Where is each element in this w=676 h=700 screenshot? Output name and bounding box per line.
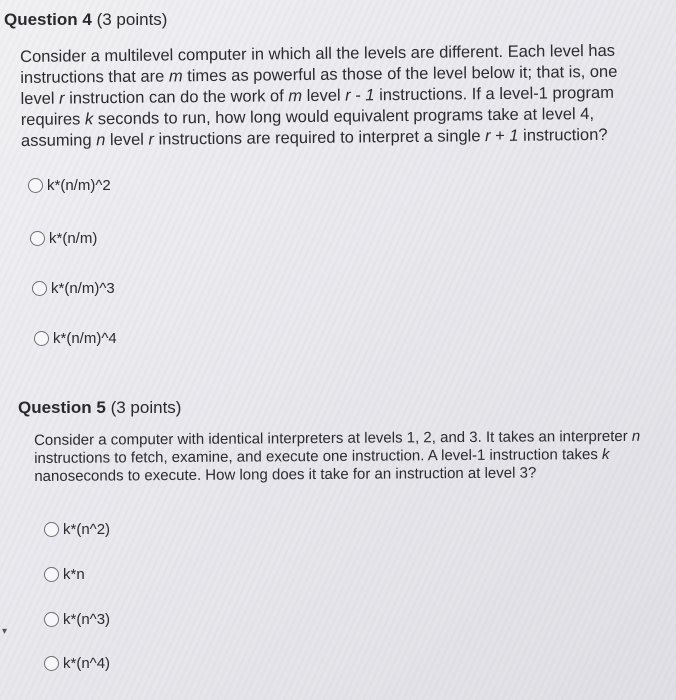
q5-text-seg: instructions to fetch, examine, and execute one instruction. A level-1 instruction takes	[34, 446, 603, 467]
q4-text-seg: -	[350, 86, 366, 105]
option-label: k*(n^4)	[63, 655, 111, 672]
q4-text-seg: instruction can do the work of	[64, 87, 289, 108]
q4-var-one: 1	[365, 86, 375, 105]
q5-text-seg: Consider a computer with identical interpreters at levels 1, 2, and 3. It takes an interpreter	[34, 427, 632, 449]
radio-button[interactable]	[28, 178, 43, 193]
question-4-title: Question 4	[4, 10, 92, 29]
q4-text-seg: instruction?	[518, 125, 608, 145]
question-4-text	[20, 40, 651, 152]
radio-button[interactable]	[44, 567, 59, 582]
q4-text-seg: +	[490, 126, 510, 146]
chevron-down-icon: ▾	[2, 626, 8, 637]
question-5-header	[18, 398, 181, 418]
q4-text-seg: instructions. If a level-1 program requires	[20, 83, 614, 129]
question-4-header	[4, 10, 167, 30]
q4-var-r: r	[148, 130, 155, 149]
q4-var-k: k	[84, 110, 94, 129]
q4-var-r: r	[58, 89, 65, 108]
question-5-points: (3 points)	[110, 398, 182, 417]
question-5-option-4[interactable]	[44, 655, 110, 672]
q4-text-seg: instructions are required to interpret a single	[153, 127, 486, 149]
option-label: k*(n^3)	[63, 611, 111, 628]
question-5-text	[34, 428, 644, 486]
q4-var-m: m	[288, 87, 303, 106]
question-5-option-3[interactable]	[44, 611, 110, 628]
q4-var-m: m	[168, 67, 183, 86]
q5-var-k: k	[601, 445, 610, 464]
q4-text-seg: level	[105, 130, 149, 150]
radio-button[interactable]	[30, 231, 45, 246]
q4-text-seg: Consider a multilevel computer in which all the levels are different. Each level has instructions that are	[20, 41, 616, 87]
question-4-option-4[interactable]	[34, 330, 117, 347]
q4-text-seg: level	[301, 86, 346, 106]
question-4-points: (3 points)	[96, 10, 168, 29]
q5-var-n: n	[631, 427, 641, 445]
question-5-title: Question 5	[18, 398, 106, 417]
radio-button[interactable]	[44, 522, 59, 537]
q4-var-n: n	[96, 131, 106, 150]
q4-var-r: r	[345, 86, 351, 105]
radio-button[interactable]	[44, 656, 59, 671]
option-label: k*(n/m)^2	[47, 177, 111, 194]
q4-text-seg: seconds to run, how long would equivalent programs take at level 4, assuming	[20, 104, 595, 150]
question-4-option-3[interactable]	[32, 280, 115, 297]
question-4-option-2[interactable]	[30, 230, 97, 247]
radio-button[interactable]	[32, 281, 47, 296]
question-5-option-1[interactable]	[44, 521, 110, 538]
option-label: k*(n/m)	[49, 230, 98, 247]
radio-button[interactable]	[44, 612, 59, 627]
q4-text-seg: times as powerful as those of the level below it; that is, one level	[20, 62, 618, 108]
q4-var-r: r	[484, 127, 491, 146]
option-label: k*(n^2)	[63, 521, 111, 538]
q5-text-seg: nanoseconds to execute. How long does it take for an instruction at level 3?	[34, 464, 537, 485]
q4-var-one: 1	[509, 126, 519, 145]
option-label: k*(n/m)^4	[53, 330, 117, 347]
radio-button[interactable]	[34, 331, 49, 346]
option-label: k*(n/m)^3	[51, 280, 115, 297]
option-label: k*n	[63, 566, 85, 583]
question-5-option-2[interactable]	[44, 566, 85, 583]
question-4-option-1[interactable]	[28, 177, 111, 194]
